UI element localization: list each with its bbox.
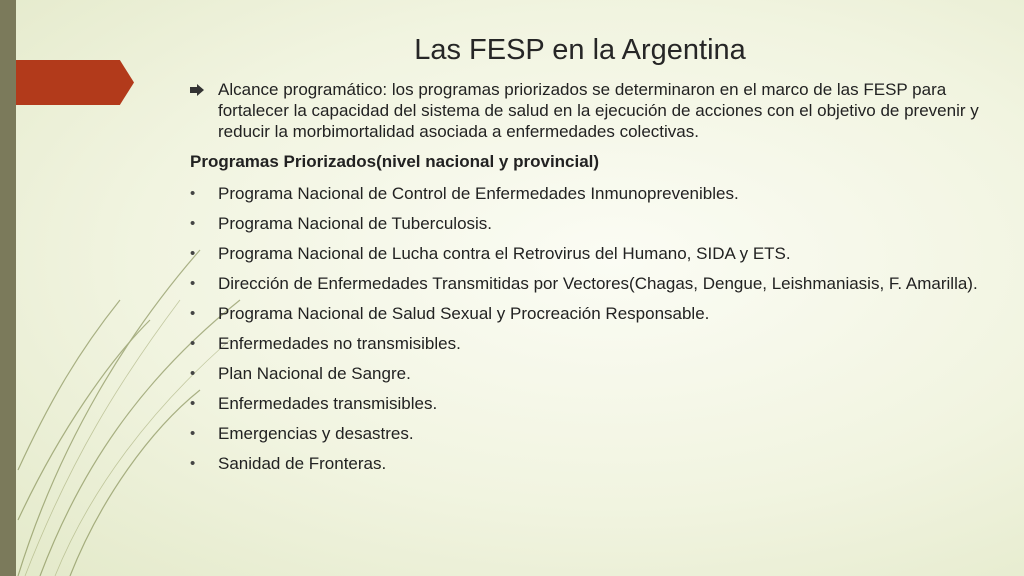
dot-icon: • xyxy=(190,365,196,382)
list-item xyxy=(190,183,980,204)
dot-icon: • xyxy=(190,305,196,322)
list-item-text: Sanidad de Fronteras. xyxy=(218,454,387,473)
slide-title: Las FESP en la Argentina xyxy=(414,34,746,66)
list-item xyxy=(190,423,980,444)
slide-content xyxy=(190,79,980,483)
list-item-text: Programa Nacional de Salud Sexual y Procreación Responsable. xyxy=(218,304,710,323)
list-item-text: Plan Nacional de Sangre. xyxy=(218,364,411,383)
list-item xyxy=(190,213,980,234)
dot-icon: • xyxy=(190,425,196,442)
dot-icon: • xyxy=(190,455,196,472)
list-item xyxy=(190,453,980,474)
list-item xyxy=(190,303,980,324)
program-list xyxy=(190,183,980,474)
list-item-text: Programa Nacional de Tuberculosis. xyxy=(218,214,493,233)
dot-icon: • xyxy=(190,215,196,232)
list-item xyxy=(190,393,980,414)
list-item-text: Enfermedades no transmisibles. xyxy=(218,334,461,353)
dot-icon: • xyxy=(190,395,196,412)
list-item xyxy=(190,273,980,294)
intro-text: Alcance programático: los programas priorizados se determinaron en el marco de las FESP para fortalecer la capacidad del sistema de salud en la ejecución de acciones con el objetivo de prevenir y reducir la morbimortalidad asociada a enfermedades colectivas. xyxy=(218,80,979,141)
accent-tab xyxy=(16,60,134,105)
dot-icon: • xyxy=(190,185,196,202)
list-item xyxy=(190,363,980,384)
list-item-text: Programa Nacional de Control de Enfermedades Inmunoprevenibles. xyxy=(218,184,739,203)
intro-paragraph xyxy=(190,79,980,142)
dot-icon: • xyxy=(190,245,196,262)
arrow-right-icon xyxy=(190,84,204,96)
dot-icon: • xyxy=(190,335,196,352)
dot-icon: • xyxy=(190,275,196,292)
list-item-text: Enfermedades transmisibles. xyxy=(218,394,438,413)
section-subheading: Programas Priorizados(nivel nacional y provincial) xyxy=(190,152,600,171)
list-item xyxy=(190,333,980,354)
list-item xyxy=(190,243,980,264)
list-item-text: Programa Nacional de Lucha contra el Retrovirus del Humano, SIDA y ETS. xyxy=(218,244,791,263)
list-item-text: Emergencias y desastres. xyxy=(218,424,414,443)
list-item-text: Dirección de Enfermedades Transmitidas por Vectores(Chagas, Dengue, Leishmaniasis, F. Amarilla). xyxy=(218,274,978,293)
